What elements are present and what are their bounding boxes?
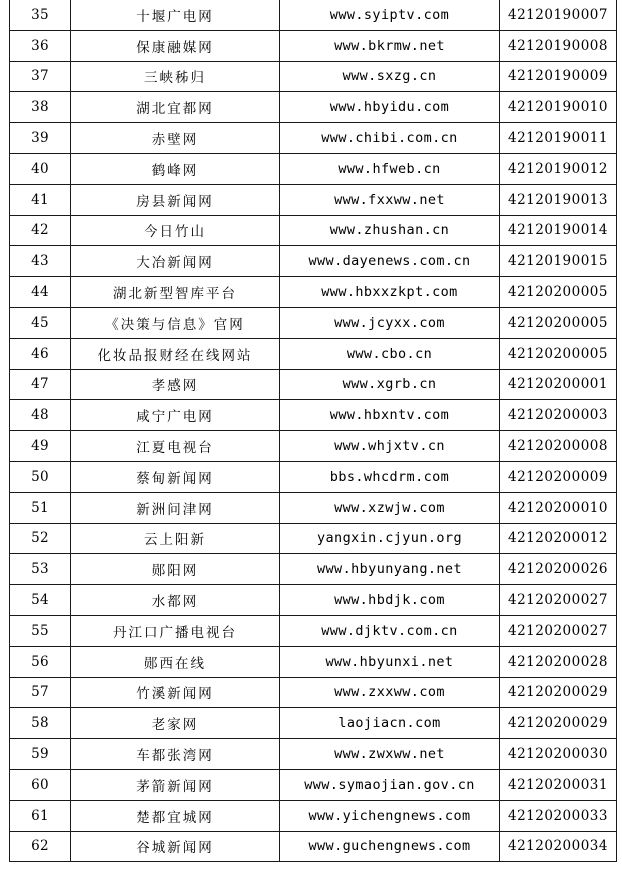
registry-table-body — [10, 0, 617, 862]
row-number-cell: 48 — [10, 400, 71, 431]
table-row — [10, 215, 617, 246]
website-name-cell: 湖北宜都网 — [71, 92, 280, 123]
row-number-cell: 45 — [10, 307, 71, 338]
website-url-cell: www.bkrmw.net — [280, 30, 500, 61]
license-number-cell: 42120200005 — [500, 338, 617, 369]
website-name-cell: 车都张湾网 — [71, 739, 280, 770]
row-number-cell: 35 — [10, 0, 71, 30]
license-number-cell: 42120190015 — [500, 246, 617, 277]
row-number-cell: 43 — [10, 246, 71, 277]
table-row — [10, 739, 617, 770]
row-number-cell: 58 — [10, 708, 71, 739]
table-row — [10, 400, 617, 431]
table-row — [10, 61, 617, 92]
website-name-cell: 大冶新闻网 — [71, 246, 280, 277]
website-name-cell: 十堰广电网 — [71, 0, 280, 30]
row-number-cell: 56 — [10, 646, 71, 677]
table-row — [10, 492, 617, 523]
website-url-cell: www.hbyidu.com — [280, 92, 500, 123]
website-name-cell: 《决策与信息》官网 — [71, 307, 280, 338]
row-number-cell: 62 — [10, 831, 71, 862]
website-url-cell: yangxin.cjyun.org — [280, 523, 500, 554]
website-url-cell: www.chibi.com.cn — [280, 123, 500, 154]
table-row — [10, 307, 617, 338]
website-url-cell: www.yichengnews.com — [280, 800, 500, 831]
row-number-cell: 39 — [10, 123, 71, 154]
row-number-cell: 37 — [10, 61, 71, 92]
website-name-cell: 化妆品报财经在线网站 — [71, 338, 280, 369]
website-url-cell: www.hbxxzkpt.com — [280, 277, 500, 308]
website-url-cell: bbs.whcdrm.com — [280, 461, 500, 492]
website-name-cell: 三峡秭归 — [71, 61, 280, 92]
license-number-cell: 42120200031 — [500, 769, 617, 800]
website-name-cell: 老家网 — [71, 708, 280, 739]
table-row — [10, 800, 617, 831]
table-row — [10, 184, 617, 215]
website-url-cell: www.hbdjk.com — [280, 585, 500, 616]
website-name-cell: 楚都宜城网 — [71, 800, 280, 831]
row-number-cell: 61 — [10, 800, 71, 831]
license-number-cell: 42120200029 — [500, 708, 617, 739]
website-name-cell: 新洲问津网 — [71, 492, 280, 523]
license-number-cell: 42120200008 — [500, 431, 617, 462]
website-registry-sheet — [9, 0, 612, 862]
license-number-cell: 42120200027 — [500, 585, 617, 616]
license-number-cell: 42120190007 — [500, 0, 617, 30]
table-row — [10, 646, 617, 677]
row-number-cell: 46 — [10, 338, 71, 369]
website-name-cell: 谷城新闻网 — [71, 831, 280, 862]
website-url-cell: www.jcyxx.com — [280, 307, 500, 338]
website-url-cell: www.zxxww.com — [280, 677, 500, 708]
website-url-cell: www.cbo.cn — [280, 338, 500, 369]
website-name-cell: 郧阳网 — [71, 554, 280, 585]
license-number-cell: 42120190012 — [500, 153, 617, 184]
website-name-cell: 鹤峰网 — [71, 153, 280, 184]
website-url-cell: www.guchengnews.com — [280, 831, 500, 862]
license-number-cell: 42120200033 — [500, 800, 617, 831]
license-number-cell: 42120200005 — [500, 307, 617, 338]
license-number-cell: 42120200026 — [500, 554, 617, 585]
row-number-cell: 52 — [10, 523, 71, 554]
license-number-cell: 42120190009 — [500, 61, 617, 92]
table-row — [10, 246, 617, 277]
row-number-cell: 50 — [10, 461, 71, 492]
row-number-cell: 59 — [10, 739, 71, 770]
table-row — [10, 523, 617, 554]
website-name-cell: 丹江口广播电视台 — [71, 615, 280, 646]
table-row — [10, 431, 617, 462]
license-number-cell: 42120200030 — [500, 739, 617, 770]
license-number-cell: 42120200028 — [500, 646, 617, 677]
table-row — [10, 30, 617, 61]
website-name-cell: 房县新闻网 — [71, 184, 280, 215]
website-name-cell: 咸宁广电网 — [71, 400, 280, 431]
license-number-cell: 42120200009 — [500, 461, 617, 492]
website-url-cell: www.djktv.com.cn — [280, 615, 500, 646]
row-number-cell: 44 — [10, 277, 71, 308]
website-name-cell: 今日竹山 — [71, 215, 280, 246]
website-name-cell: 保康融媒网 — [71, 30, 280, 61]
website-name-cell: 湖北新型智库平台 — [71, 277, 280, 308]
table-row — [10, 123, 617, 154]
license-number-cell: 42120190010 — [500, 92, 617, 123]
license-number-cell: 42120200003 — [500, 400, 617, 431]
row-number-cell: 41 — [10, 184, 71, 215]
row-number-cell: 40 — [10, 153, 71, 184]
table-row — [10, 585, 617, 616]
website-url-cell: www.fxxww.net — [280, 184, 500, 215]
table-row — [10, 769, 617, 800]
license-number-cell: 42120190011 — [500, 123, 617, 154]
website-url-cell: www.whjxtv.cn — [280, 431, 500, 462]
table-row — [10, 677, 617, 708]
table-row — [10, 277, 617, 308]
website-name-cell: 蔡甸新闻网 — [71, 461, 280, 492]
table-row — [10, 369, 617, 400]
row-number-cell: 54 — [10, 585, 71, 616]
website-registry-table — [9, 0, 617, 862]
table-row — [10, 615, 617, 646]
website-url-cell: www.hbyunxi.net — [280, 646, 500, 677]
table-row — [10, 153, 617, 184]
row-number-cell: 49 — [10, 431, 71, 462]
row-number-cell: 38 — [10, 92, 71, 123]
website-name-cell: 郧西在线 — [71, 646, 280, 677]
website-name-cell: 江夏电视台 — [71, 431, 280, 462]
website-name-cell: 竹溪新闻网 — [71, 677, 280, 708]
table-row — [10, 554, 617, 585]
website-url-cell: laojiacn.com — [280, 708, 500, 739]
row-number-cell: 36 — [10, 30, 71, 61]
website-url-cell: www.xzwjw.com — [280, 492, 500, 523]
license-number-cell: 42120200005 — [500, 277, 617, 308]
license-number-cell: 42120200029 — [500, 677, 617, 708]
table-row — [10, 708, 617, 739]
website-name-cell: 水都网 — [71, 585, 280, 616]
table-row — [10, 0, 617, 30]
website-url-cell: www.dayenews.com.cn — [280, 246, 500, 277]
website-url-cell: www.zwxww.net — [280, 739, 500, 770]
row-number-cell: 51 — [10, 492, 71, 523]
license-number-cell: 42120200012 — [500, 523, 617, 554]
license-number-cell: 42120190013 — [500, 184, 617, 215]
website-url-cell: www.sxzg.cn — [280, 61, 500, 92]
website-url-cell: www.hbyunyang.net — [280, 554, 500, 585]
website-name-cell: 茅箭新闻网 — [71, 769, 280, 800]
website-url-cell: www.syiptv.com — [280, 0, 500, 30]
table-row — [10, 92, 617, 123]
license-number-cell: 42120200001 — [500, 369, 617, 400]
license-number-cell: 42120190014 — [500, 215, 617, 246]
website-name-cell: 赤壁网 — [71, 123, 280, 154]
website-name-cell: 云上阳新 — [71, 523, 280, 554]
row-number-cell: 47 — [10, 369, 71, 400]
license-number-cell: 42120200034 — [500, 831, 617, 862]
license-number-cell: 42120190008 — [500, 30, 617, 61]
table-row — [10, 461, 617, 492]
row-number-cell: 60 — [10, 769, 71, 800]
row-number-cell: 57 — [10, 677, 71, 708]
table-row — [10, 338, 617, 369]
row-number-cell: 53 — [10, 554, 71, 585]
website-url-cell: www.symaojian.gov.cn — [280, 769, 500, 800]
website-url-cell: www.xgrb.cn — [280, 369, 500, 400]
row-number-cell: 42 — [10, 215, 71, 246]
license-number-cell: 42120200010 — [500, 492, 617, 523]
website-url-cell: www.hbxntv.com — [280, 400, 500, 431]
website-url-cell: www.zhushan.cn — [280, 215, 500, 246]
website-url-cell: www.hfweb.cn — [280, 153, 500, 184]
row-number-cell: 55 — [10, 615, 71, 646]
website-name-cell: 孝感网 — [71, 369, 280, 400]
license-number-cell: 42120200027 — [500, 615, 617, 646]
table-row — [10, 831, 617, 862]
